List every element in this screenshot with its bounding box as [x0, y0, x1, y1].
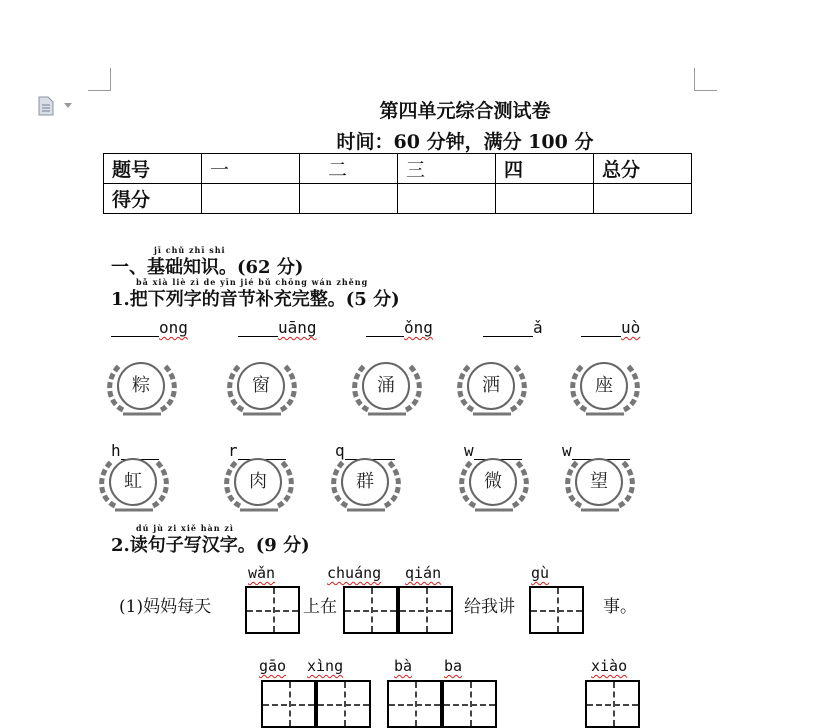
section1-heading: 一、基础知识。(62 分) [111, 257, 304, 278]
pinyin-label: wǎn [248, 564, 276, 582]
syllable-blank[interactable] [483, 318, 543, 337]
wreath-character: 座 [595, 375, 613, 396]
score-table-score-row [104, 184, 692, 214]
score-header-cell: 题号 [104, 154, 202, 184]
score-input-cell[interactable] [398, 184, 496, 214]
q1-heading: 1.把下列字的音节补充完整。(5 分) [111, 289, 400, 310]
writing-grid-cell[interactable] [387, 680, 442, 728]
wreath-character: 群 [356, 471, 374, 492]
syllable-suffix: uò [621, 318, 641, 337]
character-wreath [103, 358, 181, 422]
wreath-character: 粽 [132, 375, 150, 396]
writing-grid-cell[interactable] [245, 586, 300, 634]
score-header-cell: 四 [496, 154, 594, 184]
writing-grid-cell[interactable] [398, 586, 453, 634]
score-table [103, 153, 692, 214]
wreath-character: 窗 [252, 375, 270, 396]
writing-grid-cell[interactable] [261, 680, 316, 728]
exam-subtitle: 时间：60 分钟，满分 100 分 [336, 131, 594, 153]
score-input-cell[interactable] [594, 184, 692, 214]
pinyin-label: gù [531, 564, 550, 582]
sentence-text: 事。 [603, 597, 637, 617]
section1-ruby: jī chǔ zhī shi [154, 245, 226, 255]
score-header-cell: 二 [300, 154, 398, 184]
syllable-prefix: q [335, 441, 345, 460]
q2-heading: 2.读句子写汉字。(9 分) [111, 535, 310, 556]
wreath-character: 望 [590, 471, 608, 492]
q1-ruby: bǎ xià liè zì de yīn jié bǔ chōng wán zhěng [136, 277, 369, 287]
pinyin-label: xiào [591, 657, 628, 675]
writing-grid-cell[interactable] [585, 680, 640, 728]
writing-grid-cell[interactable] [529, 586, 584, 634]
syllable-suffix: ǒng [404, 318, 433, 337]
syllable-blank[interactable] [238, 318, 317, 337]
score-header-cell: 三 [398, 154, 496, 184]
character-wreath [348, 358, 426, 422]
syllable-blank[interactable] [111, 318, 188, 337]
character-wreath [566, 358, 644, 422]
wreath-character: 肉 [249, 471, 267, 492]
score-input-cell[interactable] [202, 184, 300, 214]
character-wreath [327, 454, 405, 518]
syllable-prefix: h [111, 441, 121, 460]
writing-grid-cell[interactable] [343, 586, 398, 634]
score-input-cell[interactable] [300, 184, 398, 214]
wreath-character: 洒 [482, 375, 500, 396]
character-wreath [95, 454, 173, 518]
exam-title: 第四单元综合测试卷 [379, 100, 551, 122]
writing-grid-cell[interactable] [316, 680, 371, 728]
crop-mark-left [88, 68, 111, 91]
pinyin-label: qián [405, 564, 442, 582]
sentence-label: (1)妈妈每天 [119, 597, 212, 617]
syllable-prefix: r [228, 441, 238, 460]
character-wreath [220, 454, 298, 518]
writing-grid-cell[interactable] [442, 680, 497, 728]
sentence-text: 上在 [303, 597, 337, 617]
syllable-suffix: ǎ [533, 318, 543, 337]
q2-ruby: dú jù zi xiě hàn zì [136, 523, 234, 533]
pinyin-label: bà [394, 657, 413, 675]
wreath-character: 虹 [124, 471, 142, 492]
pinyin-label: xìng [307, 657, 344, 675]
syllable-blank[interactable] [581, 318, 640, 337]
score-table-header-row [104, 154, 692, 184]
wreath-character: 微 [484, 471, 502, 492]
score-header-cell: 总分 [594, 154, 692, 184]
syllable-prefix: w [562, 441, 572, 460]
syllable-suffix: ong [159, 318, 188, 337]
score-row-label: 得分 [104, 184, 202, 214]
character-wreath [455, 454, 533, 518]
score-input-cell[interactable] [496, 184, 594, 214]
pinyin-label: gāo [259, 657, 287, 675]
syllable-blank[interactable] [366, 318, 433, 337]
crop-mark-right [694, 68, 717, 91]
wreath-character: 涌 [377, 375, 395, 396]
score-header-cell: 一 [202, 154, 300, 184]
sentence-text: 给我讲 [464, 597, 515, 617]
syllable-prefix: w [464, 441, 474, 460]
character-wreath [561, 454, 639, 518]
pinyin-label: ba [444, 657, 463, 675]
character-wreath [223, 358, 301, 422]
pinyin-label: chuáng [327, 564, 382, 582]
syllable-suffix: uāng [278, 318, 317, 337]
character-wreath [453, 358, 531, 422]
